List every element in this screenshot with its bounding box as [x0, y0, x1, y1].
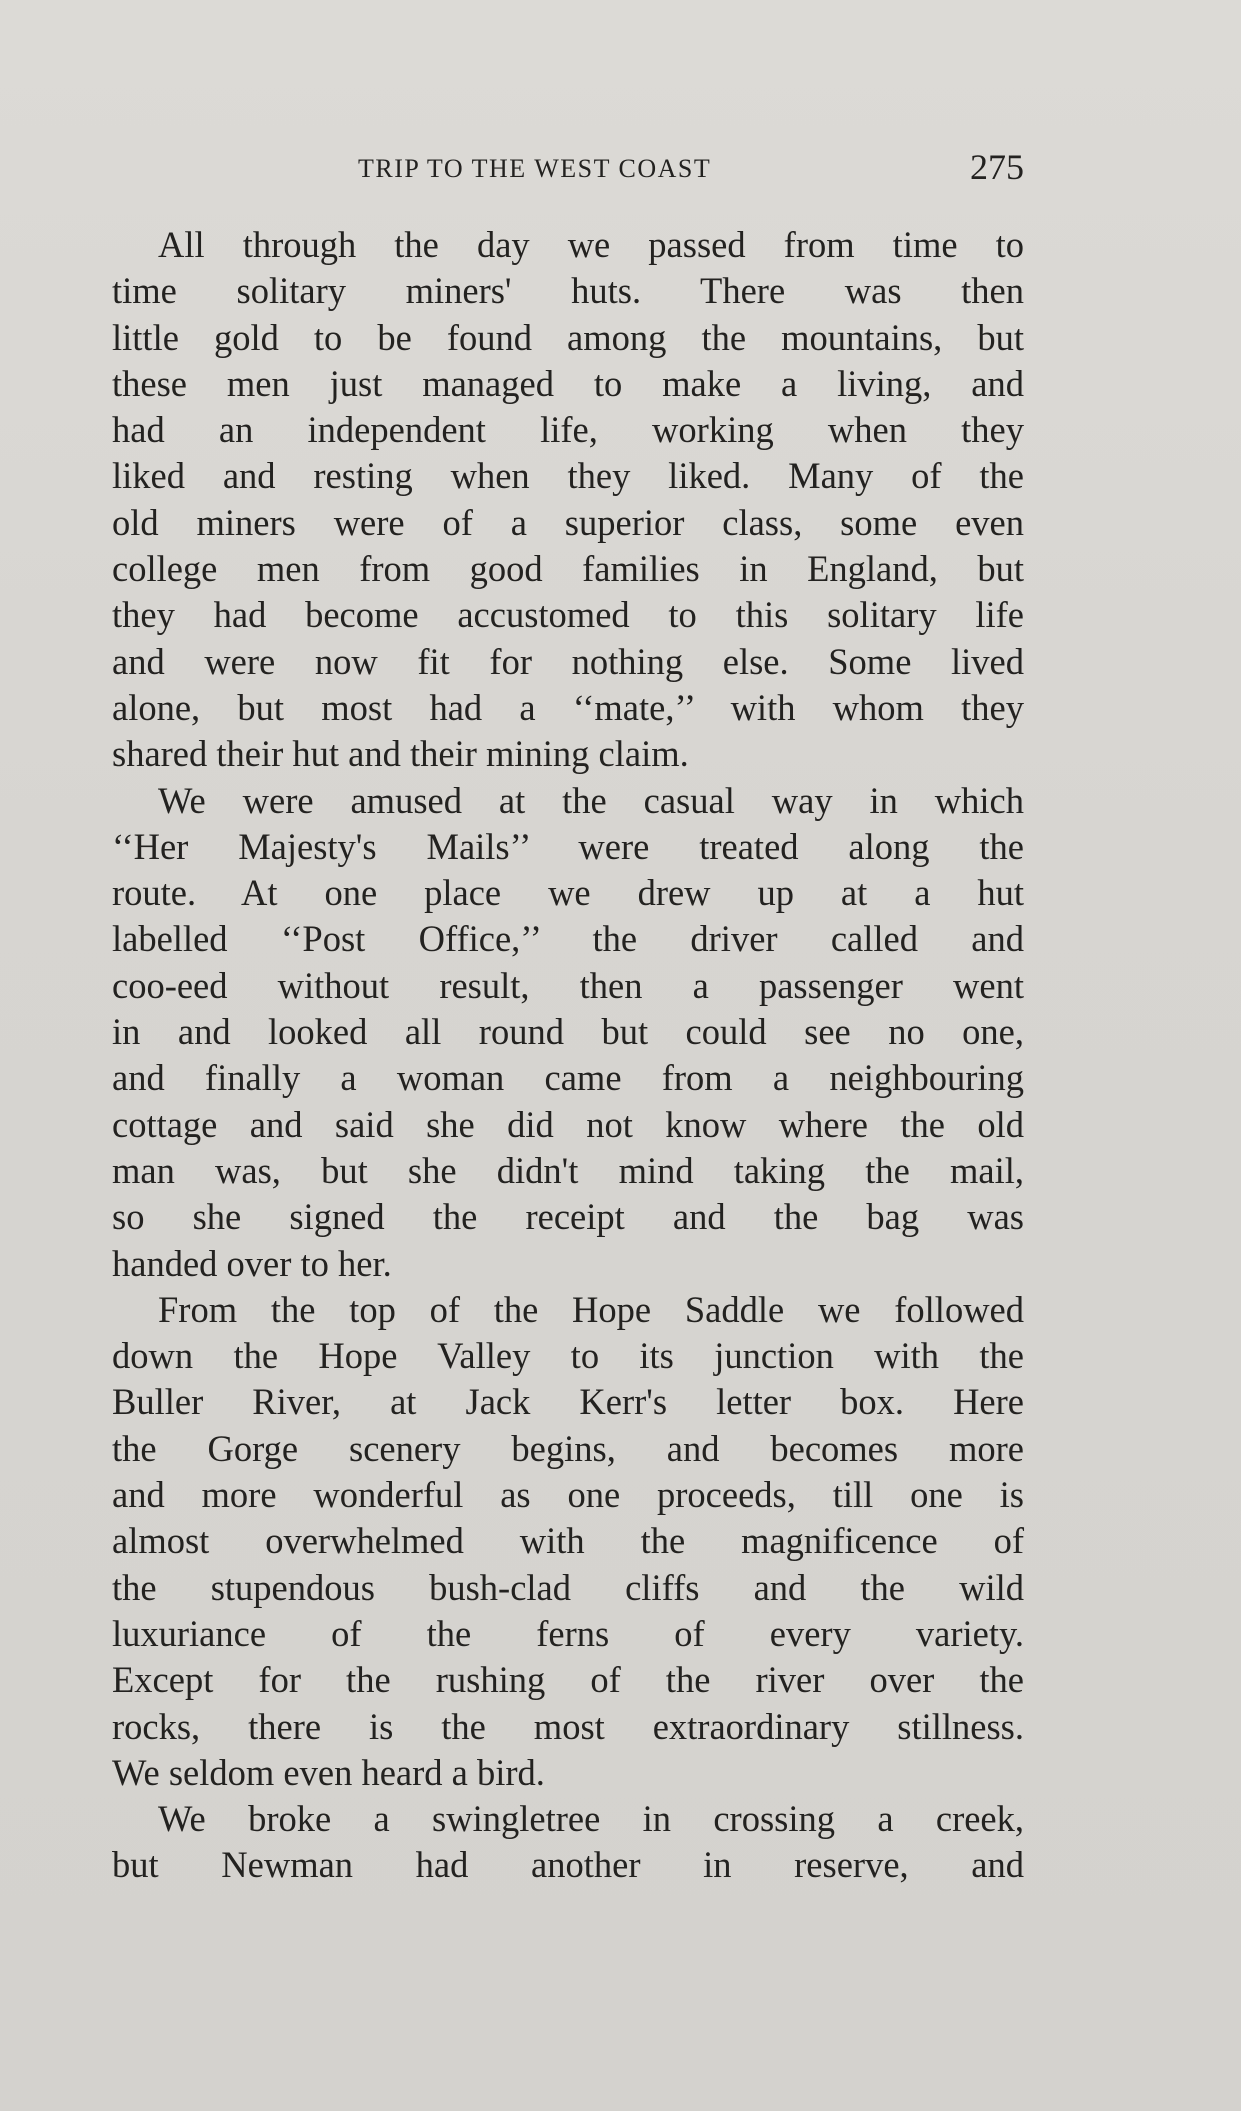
- paragraph: [112, 1796, 1024, 1889]
- text-line: almost overwhelmed with the magnificence of: [112, 1520, 1024, 1562]
- page-number: 275: [970, 147, 1024, 187]
- text-line: cottage and said she did not know where the old: [112, 1103, 1024, 1145]
- text-line: little gold to be found among the mountains, but: [112, 316, 1024, 358]
- text-line: they had become accustomed to this solitary life: [112, 594, 1024, 636]
- text-line: Except for the rushing of the river over the: [112, 1659, 1024, 1701]
- text-line: alone, but most had a ‘‘mate,’’ with whom they: [112, 686, 1024, 728]
- text-line: shared their hut and their mining claim.: [112, 733, 689, 775]
- paragraph: [112, 1287, 1024, 1796]
- running-head: [112, 148, 1024, 188]
- text-line: had an independent life, working when they: [112, 409, 1024, 451]
- text-line: the stupendous bush-clad cliffs and the wild: [112, 1566, 1024, 1608]
- text-line: Buller River, at Jack Kerr's letter box. Here: [112, 1381, 1024, 1423]
- text-line: labelled ‘‘Post Office,’’ the driver called and: [112, 918, 1024, 960]
- text-line: and finally a woman came from a neighbouring: [112, 1057, 1024, 1099]
- text-line: old miners were of a superior class, some even: [112, 501, 1024, 543]
- text-line: From the top of the Hope Saddle we followed: [158, 1288, 1024, 1330]
- text-line: these men just managed to make a living, and: [112, 362, 1024, 404]
- text-line: the Gorge scenery begins, and becomes more: [112, 1427, 1024, 1469]
- text-line: man was, but she didn't mind taking the mail,: [112, 1149, 1024, 1191]
- text-line: rocks, there is the most extraordinary stillness.: [112, 1705, 1024, 1747]
- text-line: handed over to her.: [112, 1242, 392, 1284]
- paragraph: [112, 778, 1024, 1287]
- text-line: We were amused at the casual way in which: [158, 779, 1024, 821]
- running-title: TRIP TO THE WEST COAST: [358, 154, 712, 183]
- text-line: luxuriance of the ferns of every variety.: [112, 1612, 1024, 1654]
- text-line: and were now fit for nothing else. Some lived: [112, 640, 1024, 682]
- text-line: down the Hope Valley to its junction with the: [112, 1335, 1024, 1377]
- text-line: coo-eed without result, then a passenger went: [112, 964, 1024, 1006]
- text-line: in and looked all round but could see no one,: [112, 1011, 1024, 1053]
- text-line: ‘‘Her Majesty's Mails’’ were treated along the: [112, 825, 1024, 867]
- body-text: [112, 222, 1024, 1889]
- text-line: All through the day we passed from time to: [158, 224, 1024, 265]
- paragraph: [112, 222, 1024, 778]
- text-line: time solitary miners' huts. There was then: [112, 270, 1024, 312]
- text-line: route. At one place we drew up at a hut: [112, 872, 1024, 914]
- text-line: so she signed the receipt and the bag was: [112, 1196, 1024, 1238]
- text-line: but Newman had another in reserve, and: [112, 1844, 1024, 1886]
- text-line: and more wonderful as one proceeds, till one is: [112, 1474, 1024, 1516]
- text-line: college men from good families in England, but: [112, 548, 1024, 590]
- text-line: We seldom even heard a bird.: [112, 1751, 545, 1793]
- text-line: We broke a swingletree in crossing a creek,: [158, 1798, 1024, 1840]
- text-line: liked and resting when they liked. Many of the: [112, 455, 1024, 497]
